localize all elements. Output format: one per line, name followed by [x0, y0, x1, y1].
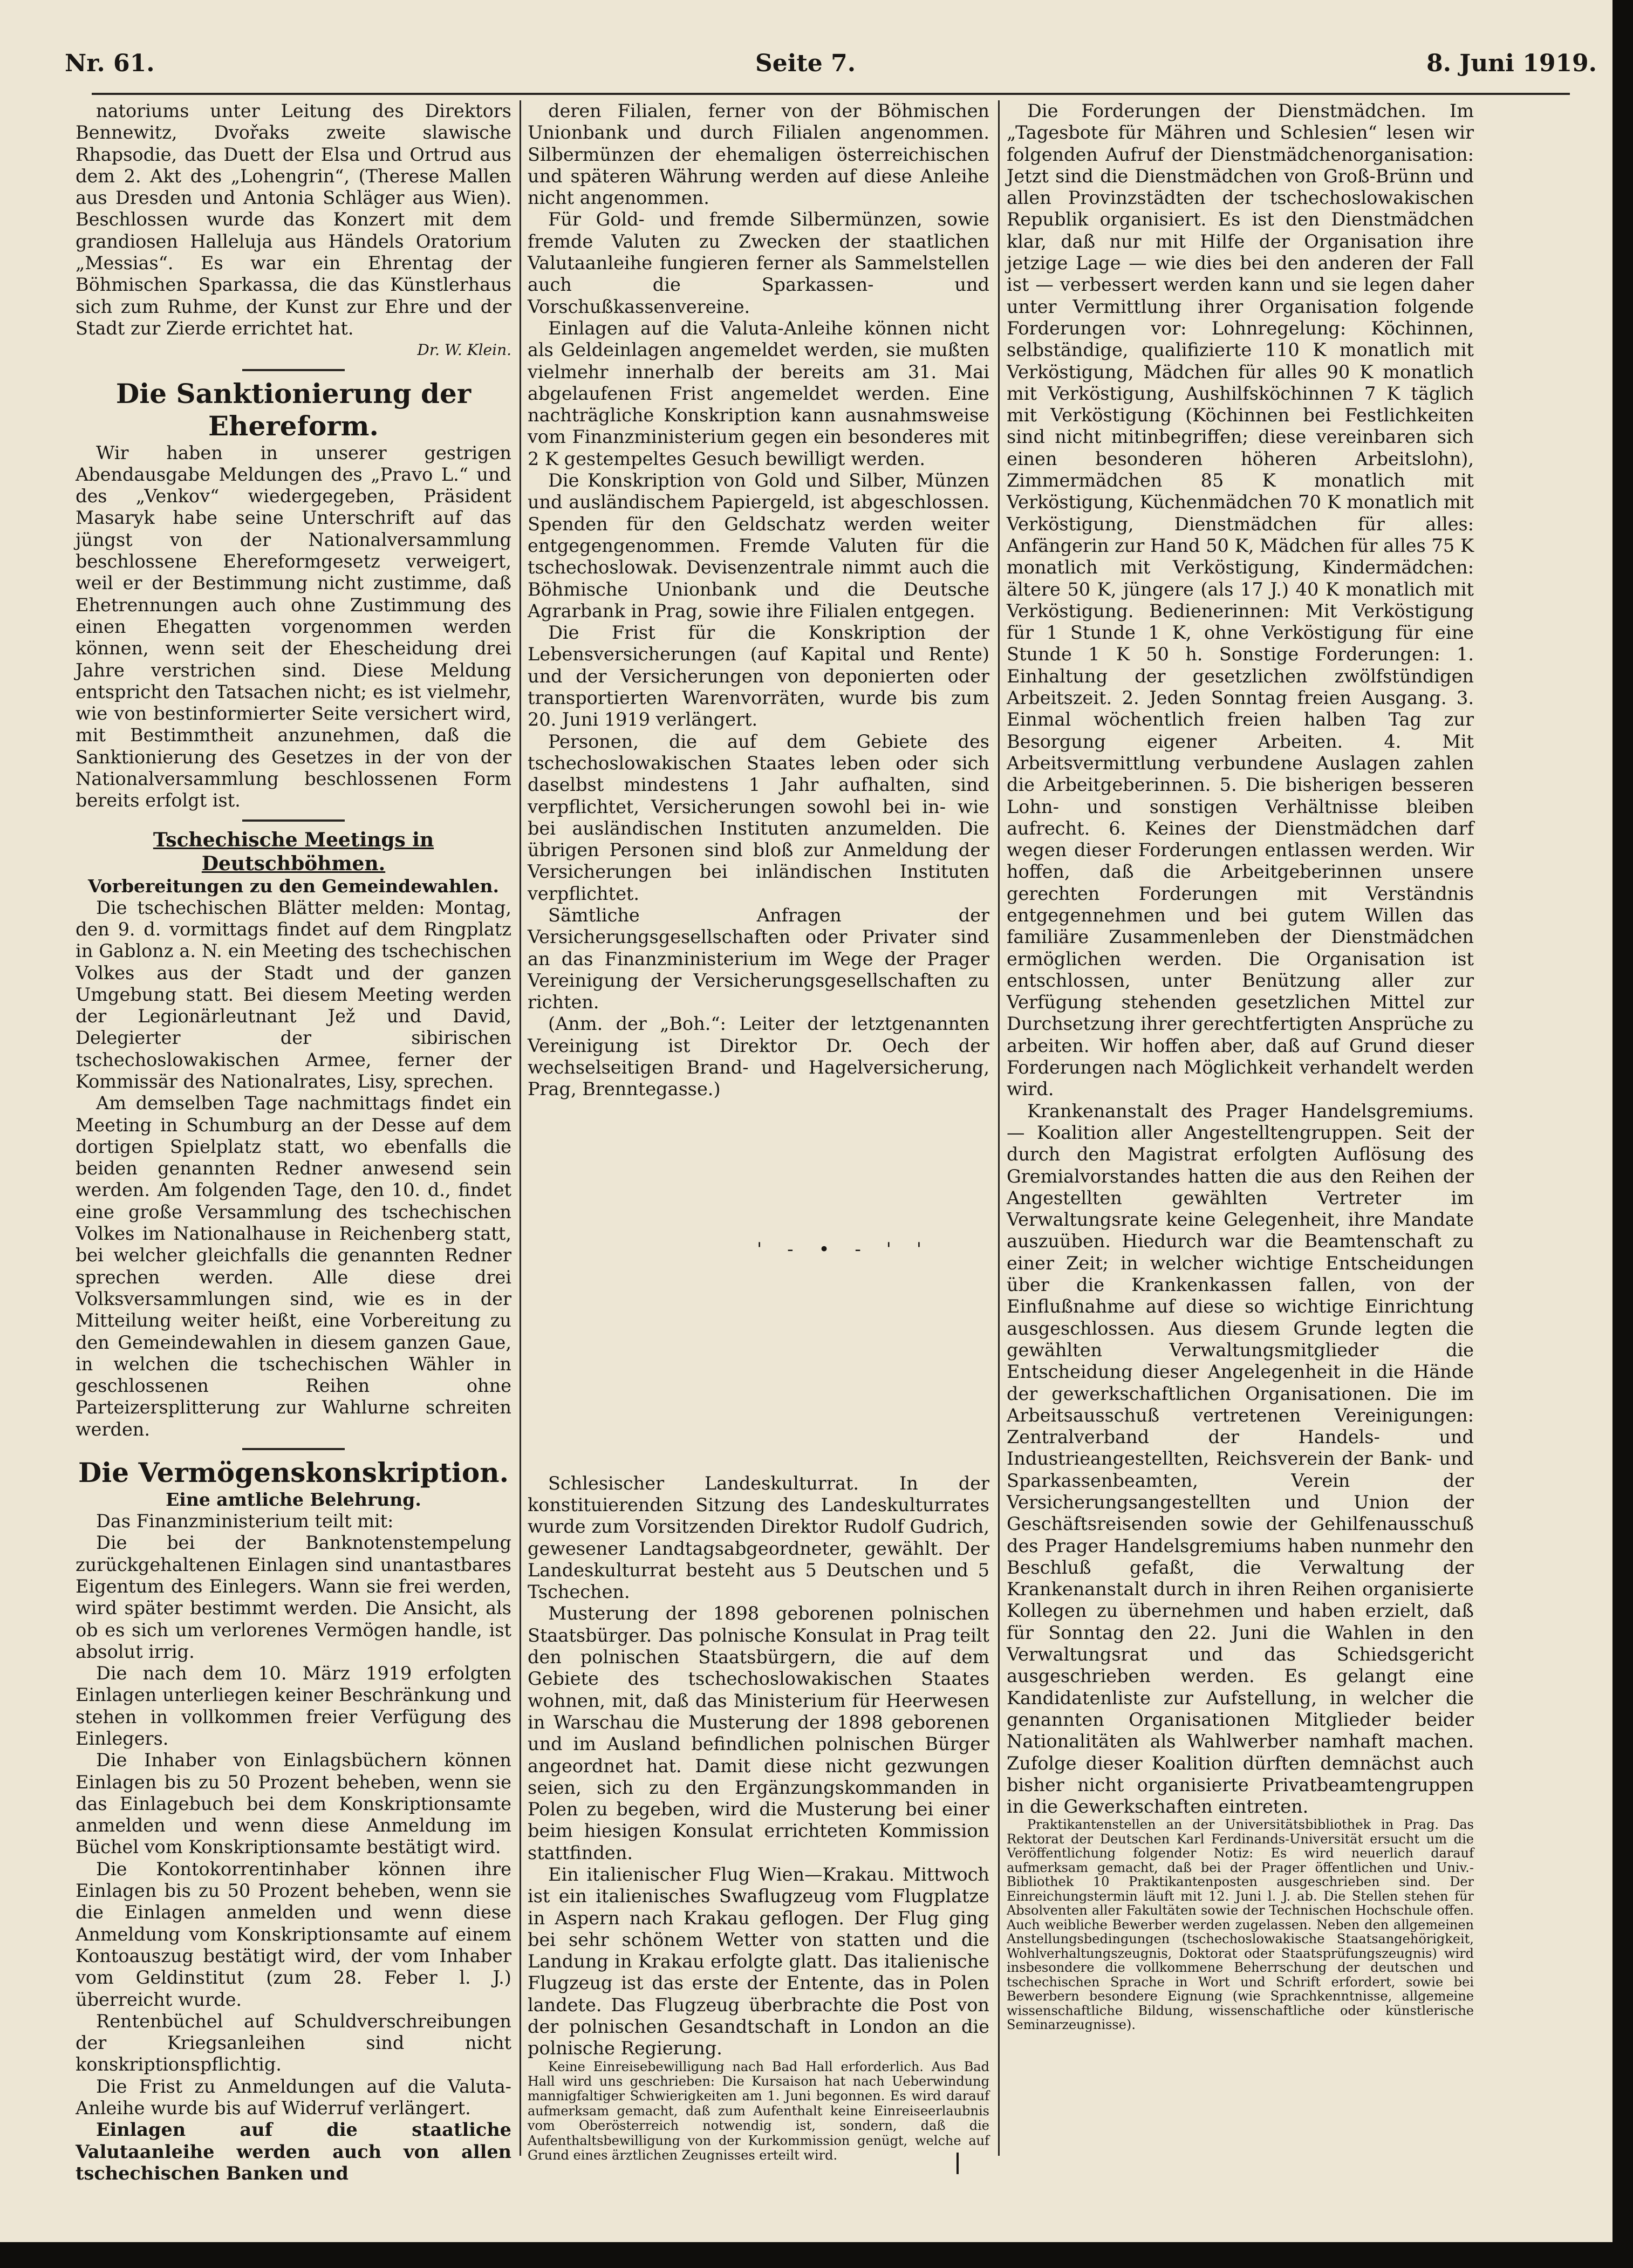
scan-mark: [956, 2153, 959, 2174]
article-body: Für Gold- und fremde Silbermünzen, sowie fremde Valuten zu Zwecken der staatlichen Valutaanleihe fungieren ferner als Sammelstellen auch die Sparkassen- und Vorschußkassenvereine.: [528, 209, 989, 317]
article-body: Die Konskription von Gold und Silber, Münzen und ausländischem Papiergeld, ist abgeschlossen. Spenden für den Geldschatz werden weiter entgegengenommen. Fremde Valuten für die tschechoslowak. Devisenzentrale nimmt auch die Böhmische Unionbank und die Deutsche Agrarbank in Prag, sowie ihre Filialen entgegen.: [528, 470, 989, 621]
article-body: Personen, die auf dem Gebiete des tschechoslowakischen Staates leben oder sich daselbst mindestens 1 Jahr aufhalten, sind verpflichtet, Versicherungen sowohl bei in- wie bei ausländischen Instituten anzumelden. Die übrigen Personen sind bloß zur Anmeldung der Versicherungen bei inländischen Instituten verpflichtet.: [528, 730, 989, 904]
article-title-vermoegenskonskription: Die Vermögenskonskription.: [78, 1457, 509, 1489]
page-header: [65, 50, 1597, 87]
blank-space: [528, 1101, 989, 1473]
article-body: Wir haben in unserer gestrigen Abendausgabe Meldungen des „Pravo L.“ und des „Venkov“ wiedergegeben, Präsident Masaryk habe seine Unterschrift auf das jüngst von der Nationalversammlung beschlossene Ehereformgesetz verweigert, weil er der Bestimmung nicht zustimme, daß Ehetrennungen auch ohne Zustimmung des einen Ehegatten vorgenommen werden können, wenn seit der Ehescheidung drei Jahre verstrichen sind. Diese Meldung entspricht den Tatsachen nicht; es ist vielmehr, wie von bestinformierter Seite versichert wird, mit Bestimmtheit anzunehmen, daß die Sanktionierung des Gesetzes in der von der Nationalversammlung beschlossenen Form bereits erfolgt ist.: [76, 442, 511, 811]
article-body: Die nach dem 10. März 1919 erfolgten Einlagen unterliegen keiner Beschränkung und stehen in vollkommen freier Verfügung des Einlegers.: [76, 1663, 511, 1749]
concert-report-end: natoriums unter Leitung des Direktors Bennewitz, Dvořaks zweite slawische Rhapsodie, das Duett der Elsa und Ortrud aus dem 2. Akt des „Lohengrin“, (Therese Mallen aus Dresden und Antonia Schläger aus Wien). Beschlossen wurde das Konzert mit dem grandiosen Halleluja aus Händels Oratorium „Messias“. Es war ein Ehrentag der Böhmischen Sparkassa, die das Künstlerhaus sich zum Ruhme, der Kunst zur Ehre und der Stadt zur Zierde errichtet hat.: [76, 100, 511, 339]
article-body: Einlagen auf die staatliche Valutaanleihe werden auch von allen tschechischen Banken und: [76, 2119, 511, 2184]
article-body: Am demselben Tage nachmittags findet ein Meeting in Schumburg an der Desse auf dem dortigen Spielplatz statt, wo ebenfalls die beiden genannten Redner anwesend sein werden. Am folgenden Tage, den 10. d., findet eine große Versammlung des tschechischen Volkes im Nationalhause in Reichenberg statt, bei welcher gleichfalls die genannten Redner sprechen werden. Alle diese drei Volksversammlungen sind, wie es in der Mitteilung weiter heißt, eine Vorbereitung zu den Gemeindewahlen in diesem ganzen Gaue, in welchen die tschechischen Wähler in geschlossenen Reihen ohne Parteizersplitterung zur Wahlurne schreiten werden.: [76, 1092, 511, 1440]
column-divider-1: [520, 100, 521, 2156]
column-3: [1007, 100, 1474, 2032]
article-body: Die Inhaber von Einlagsbüchern können Einlagen bis zu 50 Prozent beheben, wenn sie das Einlagebuch bei dem Konskriptionsamte anmelden und wenn diese Anmeldung im Büchel vom Konskriptionsamte bestätigt wird.: [76, 1750, 511, 1858]
scan-edge-right: [1612, 0, 1633, 2268]
article-body: deren Filialen, ferner von der Böhmischen Unionbank und durch Filialen angenommen. Silbermünzen der ehemaligen österreichischen und späteren Währung werden auf diese Anleihe nicht angenommen.: [528, 100, 989, 209]
article-body: Die bei der Banknotenstempelung zurückgehaltenen Einlagen sind unantastbares Eigentum des Einlegers. Wann sie frei werden, wird später bestimmt werden. Die Ansicht, als ob es sich um verlorenes Vermögen handle, ist absolut irrig.: [76, 1532, 511, 1662]
ornament: ' - • - ' ': [757, 1239, 932, 1260]
news-item-landeskulturrat: Schlesischer Landeskulturrat. In der konstituierenden Sitzung des Landeskulturrates wurde zum Vorsitzenden Direktor Rudolf Gudrich, gewesener Landtagsabgeordneter, gewählt. Der Landeskulturrat besteht aus 5 Deutschen und 5 Tschechen.: [528, 1472, 989, 1603]
section-divider: [242, 369, 345, 371]
news-item-flug: Ein italienischer Flug Wien—Krakau. Mittwoch ist ein italienisches Swaflugzeug vom Flugplatze in Aspern nach Krakau geflogen. Der Flug ging bei sehr schönem Wetter von statten und die Landung in Krakau erfolgte glatt. Das italienische Flugzeug ist das erste der Entente, das in Polen landete. Das Flugzeug überbrachte die Post von der polnischen Gesandtschaft in London an die polnische Regierung.: [528, 1864, 989, 2059]
section-divider: [242, 1448, 345, 1450]
news-item-bad-hall: Keine Einreisebewilligung nach Bad Hall erforderlich. Aus Bad Hall wird uns geschrieben: Die Kursaison hat nach Ueberwindung mannigfaltiger Schwierigkeiten am 1. Juni begonnen. Es wird darauf aufmerksam gemacht, daß zum Aufenthalt keine Einreiseerlaubnis vom Oberösterreich notwendig ist, sondern, daß die Aufenthaltsbewilligung von der Kurkommission genügt, welche auf Grund eines ärztlichen Zeugnisses erteilt wird.: [528, 2059, 989, 2163]
article-body: Einlagen auf die Valuta-Anleihe können nicht als Geldeinlagen angemeldet werden, sie mußten vielmehr innerhalb der bereits am 31. Mai abgelaufenen Frist angemeldet werden. Eine nachträgliche Konskription kann ausnahmsweise vom Finanzministerium gegen ein besonderes mit 2 K gestempeltes Gesuch bewilligt werden.: [528, 317, 989, 469]
article-signature: Dr. W. Klein.: [417, 341, 511, 359]
article-body: Die Frist für die Konskription der Lebensversicherungen (auf Kapital und Rente) und der Versicherungen von deponierten oder transportierten Warenvorräten, wurde bis zum 20. Juni 1919 verlängert.: [528, 622, 989, 730]
news-item-musterung: Musterung der 1898 geborenen polnischen Staatsbürger. Das polnische Konsulat in Prag teilt den polnischen Staatsbürgern, die auf dem Gebiete des tschechoslowakischen Staates wohnen, mit, daß das Ministerium für Heerwesen in Warschau die Musterung der 1898 geborenen und im Ausland befindlichen polnischen Bürger angeordnet hat. Damit diese nicht gezwungen seien, sich zu den Ergänzungskommanden in Polen zu begeben, wird die Musterung bei einer beim hiesigen Konsulat errichteten Kommission stattfinden.: [528, 1603, 989, 1863]
article-body: Die Kontokorrentinhaber können ihre Einlagen bis zu 50 Prozent beheben, wenn sie die Einlagen anmelden und wenn diese Anmeldung vom Konskriptionsamte auf einem Kontoauszug bestätigt wird, der vom Inhaber vom Geldinstitut (zum 28. Feber l. J.) überreicht wurde.: [76, 1858, 511, 2010]
header-rule: [92, 93, 1570, 95]
article-title-meetings: Tschechische Meetings in Deutschböhmen.: [153, 828, 434, 875]
article-dienstmaedchen: Die Forderungen der Dienstmädchen. Im „Tagesbote für Mähren und Schlesien“ lesen wir folgenden Aufruf der Dienstmädchenorganisation: Jetzt sind die Dienstmädchen von Groß-Brünn und allen Provinzstädten der tschechoslowakischen Republik organisiert. Es ist den Dienstmädchen klar, daß nur mit Hilfe der Organisation ihre jetzige Lage — wie dies bei den anderen der Fall ist — verbessert werden kann und sie legen daher unter Vermittlung ihrer Organisation folgende Forderungen vor: Lohnregelung: Köchinnen, selbständige, qualifizierte 110 K monatlich mit Verköstigung, Mädchen für alles 90 K monatlich mit Verköstigung, Aushilfsköchinnen 7 K täglich mit Verköstigung (Köchinnen bei Festlichkeiten sind nicht mitinbegriffen; diese vereinbaren sich einen besonderen höheren Arbeitslohn), Zimmermädchen 85 K monatlich mit Verköstigung, Küchenmädchen 70 K monatlich mit Verköstigung, Dienstmädchen für alles: Anfängerin zur Hand 50 K, Mädchen für alles 75 K monatlich mit Verköstigung, Kindermädchen: ältere 50 K, jüngere (als 17 J.) 40 K monatlich mit Verköstigung. Bedienerinnen: Mit Verköstigung für 1 Stunde 1 K, ohne Verköstigung für eine Stunde 1 K 50 h. Sonstige Forderungen: 1. Einhaltung der gesetzlichen zwölfstündigen Arbeitszeit. 2. Jeden Sonntag freien Ausgang. 3. Einmal wöchentlich freien halben Tag zur Besorgung eigener Arbeiten. 4. Mit Arbeitsvermittlung verbundene Auslagen zahlen die Arbeitgeberinnen. 5. Die bisherigen besseren Lohn- und sonstigen Verhältnisse bleiben aufrecht. 6. Keines der Dienstmädchen darf wegen dieser Forderungen entlassen werden. Wir hoffen, daß die Arbeitgeberinnen unsere gerechten Forderungen mit Verständnis entgegennehmen und bei gutem Willen das familiäre Zusammenleben der Dienstmädchen ermöglichen werden. Die Organisation ist entschlossen, unter Benützung aller zur Verfügung stehenden gesetzlichen Mittel zur Durchsetzung ihrer gerechtfertigten Ansprüche zu arbeiten. Wir hoffen aber, daß auf Grund dieser Forderungen nach Möglichkeit verhandelt werden wird.: [1007, 100, 1474, 1100]
section-divider: [242, 819, 345, 822]
article-krankenanstalt: Krankenanstalt des Prager Handelsgremiums. — Koalition aller Angestelltengruppen. Seit der durch den Magistrat erfolgten Auflösung des Gremialvorstandes hatten die aus den Reihen der Angestellten gewählten Vertreter im Verwaltungsrate keine Gelegenheit, ihre Mandate auszuüben. Hiedurch war die Beamtenschaft zu einer Zeit; in welcher wichtige Entscheidungen über die Krankenkassen fallen, von der Einflußnahme auf diese so wichtige Einrichtung ausgeschlossen. Aus diesem Grunde legten die gewählten Verwaltungsmitglieder die Entscheidung dieser Angelegenheit in die Hände der gewerkschaftlichen Organisationen. Die im Arbeitsausschuß vertretenen Vereinigungen: Zentralverband der Handels- und Industrieangestellten, Reichsverein der Bank- und Sparkassenbeamten, Verein der Versicherungsangestellten und Union der Geschäftsreisenden sowie der Gehilfenausschuß des Prager Handelsgremiums haben nunmehr den Beschluß gefaßt, die Verwaltung der Krankenanstalt durch in ihren Reihen organisierte Kollegen zu übernehmen und haben erzielt, daß für Sonntag den 22. Juni die Wahlen in den Verwaltungsrat und das Schiedsgericht ausgeschrieben werden. Es gelangt eine Kandidatenliste zur Aufstellung, in welcher die genannten Organisationen Mitglieder beider Nationalitäten als Wahlwerber namhaft machen. Zufolge dieser Koalition dürften demnächst auch bisher nicht organisierte Privatbeamtengruppen in die Gewerkschaften eintreten.: [1007, 1100, 1474, 1818]
column-2: [528, 100, 989, 2163]
editor-note: (Anm. der „Boh.“: Leiter der letztgenannten Vereinigung ist Direktor Dr. Oech der wechselseitigen Brand- und Hagelversicherung, Prag, Brenntegasse.): [528, 1013, 989, 1100]
article-subtitle: Vorbereitungen zu den Gemeindewahlen.: [88, 875, 499, 897]
issue-date: 8. Juni 1919.: [1426, 50, 1597, 77]
article-praktikantenstellen: Praktikantenstellen an der Universitätsbibliothek in Prag. Das Rektorat der Deutschen Karl Ferdinands-Universität ersucht um die Veröffentlichung folgender Notiz: Es wird neuerlich darauf aufmerksam gemacht, daß bei der Prager öffentlichen und Univ.-Bibliothek 10 Praktikantenposten ausgeschrieben sind. Der Einreichungstermin läuft mit 12. Juni l. J. ab. Die Stellen stehen für Absolventen aller Fakultäten sowie der Technischen Hochschule offen. Auch weibliche Bewerber werden zugelassen. Neben den allgemeinen Anstellungsbedingungen (tschechoslowakische Staatsangehörigkeit, Wohlverhaltungszeugnis, Doktorat oder Staatsprüfungszeugnis) wird insbesondere die vollkommene Beherrschung der deutschen und tschechischen Sprache in Wort und Schrift erfordert, sowie bei Bewerbern besondere Eignung (wie Sprachkenntnisse, allgemeine wissenschaftliche Bildung, wissenschaftliche oder künstlerische Seminarzeugnisse).: [1007, 1817, 1474, 2033]
article-subtitle: Eine amtliche Belehrung.: [166, 1489, 421, 1511]
article-body: Die Frist zu Anmeldungen auf die Valuta-Anleihe wurde bis auf Widerruf verlängert.: [76, 2075, 511, 2119]
scan-edge-bottom: [0, 2242, 1633, 2268]
article-body: Rentenbüchel auf Schuldverschreibungen der Kriegsanleihen sind nicht konskriptionspflichtig.: [76, 2010, 511, 2075]
article-title-ehereform: Die Sanktionierung der Ehereform.: [115, 377, 472, 442]
article-body: Die tschechischen Blätter melden: Montag, den 9. d. vormittags findet auf dem Ringplatz in Gablonz a. N. ein Meeting des tschechischen Volkes aus der Stadt und der ganzen Umgebung statt. Bei diesem Meeting werden der Legionärleutnant Jež und David, Delegierter der sibirischen tschechoslowakischen Armee, ferner der Kommissär des Nationalrates, Lisy, sprechen.: [76, 897, 511, 1092]
article-body: Das Finanzministerium teilt mit:: [96, 1511, 394, 1532]
issue-number: Nr. 61.: [65, 50, 155, 77]
page-number: Seite 7.: [755, 50, 856, 77]
column-1: [76, 100, 511, 2184]
article-body: Sämtliche Anfragen der Versicherungsgesellschaften oder Privater sind an das Finanzministerium im Wege der Prager Vereinigung der Versicherungsgesellschaften zu richten.: [528, 904, 989, 1013]
column-divider-2: [998, 100, 1000, 2156]
